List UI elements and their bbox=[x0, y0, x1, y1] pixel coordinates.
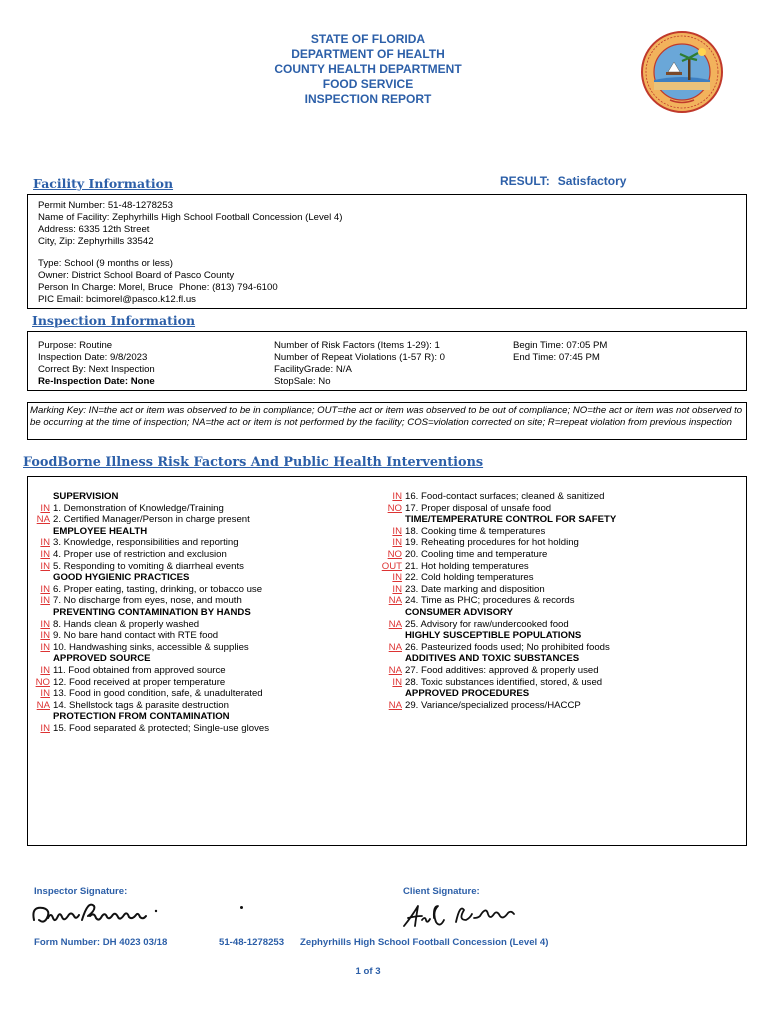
facility-address: Address: 6335 12th Street bbox=[38, 224, 150, 235]
risk-category-row bbox=[0, 630, 616, 642]
compliance-status: IN bbox=[40, 595, 50, 607]
client-signature-image bbox=[398, 900, 523, 932]
risk-item-label: 19. Reheating procedures for hot holding bbox=[405, 537, 579, 549]
report-title bbox=[0, 32, 736, 107]
risk-item-label: 24. Time as PHC; procedures & records bbox=[405, 595, 575, 607]
risk-item-label: 2. Certified Manager/Person in charge present bbox=[53, 514, 250, 526]
facility-name: Name of Facility: Zephyrhills High School Football Concession (Level 4) bbox=[38, 212, 343, 223]
compliance-status: IN bbox=[392, 676, 402, 688]
compliance-status: IN bbox=[40, 664, 50, 676]
compliance-status: IN bbox=[392, 491, 402, 502]
client-signature-label: Client Signature: bbox=[403, 886, 480, 897]
foodborne-heading: FoodBorne Illness Risk Factors And Public Health Interventions bbox=[23, 455, 484, 470]
compliance-status: IN bbox=[40, 502, 50, 514]
florida-seal-icon bbox=[640, 30, 724, 114]
risk-item-row bbox=[0, 723, 269, 735]
title-line: STATE OF FLORIDA bbox=[310, 32, 426, 46]
compliance-status: IN bbox=[40, 641, 50, 653]
compliance-status: NO bbox=[387, 548, 402, 560]
compliance-status: IN bbox=[392, 572, 402, 584]
compliance-status: IN bbox=[40, 630, 50, 642]
signature-dot bbox=[240, 906, 243, 909]
risk-item-label: 28. Toxic substances identified, stored, & used bbox=[405, 676, 603, 688]
risk-item-label: 13. Food in good condition, safe, & unadulterated bbox=[53, 688, 263, 700]
compliance-status bbox=[0, 653, 402, 665]
risk-item-label: 9. No bare hand contact with RTE food bbox=[53, 630, 219, 642]
compliance-status bbox=[0, 688, 402, 700]
stop-sale: StopSale: No bbox=[274, 376, 331, 387]
result-value: Satisfactory bbox=[557, 174, 627, 188]
risk-item-row bbox=[0, 642, 616, 654]
title-line: INSPECTION REPORT bbox=[304, 92, 432, 106]
risk-category-label: APPROVED SOURCE bbox=[53, 653, 151, 665]
inspection-info-heading: Inspection Information bbox=[32, 313, 196, 328]
risk-item-label: 11. Food obtained from approved source bbox=[53, 664, 226, 676]
risk-item-label: 7. No discharge from eyes, nose, and mouth bbox=[53, 595, 242, 607]
compliance-status: NA bbox=[388, 699, 402, 711]
risk-item-row bbox=[0, 503, 616, 515]
risk-item-row bbox=[0, 491, 616, 503]
compliance-status: IN bbox=[40, 583, 50, 595]
marking-key: Marking Key: IN=the act or item was observed to be in compliance; OUT=the act or item was observed to be out of compliance; NO=the act or item was not observed to be occurring at the time of inspection; NA=the act or item is not performed by the facility; COS=violation corrected on site; R=repeat violation from previous inspection bbox=[27, 402, 747, 440]
inspection-date: Inspection Date: 9/8/2023 bbox=[38, 352, 148, 363]
risk-item-label: 20. Cooling time and temperature bbox=[405, 548, 548, 560]
risk-category-label: CONSUMER ADVISORY bbox=[405, 606, 514, 618]
risk-factor-list-right bbox=[0, 491, 616, 711]
correct-by: Correct By: Next Inspection bbox=[38, 364, 155, 375]
risk-item-row bbox=[0, 595, 616, 607]
inspection-info-box bbox=[27, 331, 747, 391]
risk-category-label: PREVENTING CONTAMINATION BY HANDS bbox=[53, 606, 251, 618]
risk-category-label: GOOD HYGIENIC PRACTICES bbox=[53, 572, 190, 584]
risk-item-row bbox=[0, 619, 616, 631]
risk-item-row bbox=[0, 549, 616, 561]
risk-category-row bbox=[0, 514, 616, 526]
facility-owner: Owner: District School Board of Pasco County bbox=[38, 270, 235, 281]
risk-item-row bbox=[0, 526, 616, 538]
risk-item-label: 25. Advisory for raw/undercooked food bbox=[405, 618, 569, 630]
begin-time: Begin Time: 07:05 PM bbox=[513, 340, 608, 351]
person-in-charge: Person In Charge: Morel, Bruce bbox=[38, 282, 173, 293]
risk-category-label: EMPLOYEE HEALTH bbox=[53, 525, 148, 537]
result-label: RESULT: bbox=[500, 174, 550, 188]
risk-category-label: TIME/TEMPERATURE CONTROL FOR SAFETY bbox=[405, 514, 617, 526]
risk-item-label: 22. Cold holding temperatures bbox=[405, 572, 534, 584]
inspector-signature-label: Inspector Signature: bbox=[34, 886, 128, 897]
risk-item-label: 15. Food separated & protected; Single-use gloves bbox=[53, 722, 269, 734]
risk-category-row bbox=[0, 688, 616, 700]
inspector-signature-image bbox=[30, 898, 170, 930]
facility-info-heading: Facility Information bbox=[33, 176, 174, 191]
risk-item-row bbox=[0, 572, 616, 584]
compliance-status: IN bbox=[40, 537, 50, 549]
risk-category-row bbox=[0, 711, 269, 723]
compliance-status: IN bbox=[40, 722, 50, 734]
risk-item-row bbox=[0, 665, 616, 677]
risk-item-label: 14. Shellstock tags & parasite destruction bbox=[53, 699, 229, 711]
risk-item-label: 6. Proper eating, tasting, drinking, or tobacco use bbox=[53, 583, 263, 595]
risk-item-label: 17. Proper disposal of unsafe food bbox=[405, 502, 552, 514]
risk-category-label: PROTECTION FROM CONTAMINATION bbox=[53, 711, 230, 723]
risk-category-label: APPROVED PROCEDURES bbox=[405, 688, 530, 700]
risk-category-row bbox=[0, 653, 616, 665]
pic-email: PIC Email: bcimorel@pasco.k12.fl.us bbox=[38, 294, 196, 305]
compliance-status: IN bbox=[40, 618, 50, 630]
compliance-status: IN bbox=[392, 537, 402, 549]
facility-city-zip: City, Zip: Zephyrhills 33542 bbox=[38, 236, 154, 247]
risk-category-label: ADDITIVES AND TOXIC SUBSTANCES bbox=[405, 653, 580, 665]
compliance-status: OUT bbox=[381, 560, 402, 572]
risk-item-label: 12. Food received at proper temperature bbox=[53, 676, 226, 688]
permit-number: Permit Number: 51-48-1278253 bbox=[38, 200, 173, 211]
page-number: 1 of 3 bbox=[355, 966, 381, 977]
risk-item-row bbox=[0, 677, 616, 689]
risk-item-label: 8. Hands clean & properly washed bbox=[53, 618, 200, 630]
title-line: DEPARTMENT OF HEALTH bbox=[291, 47, 445, 61]
risk-item-row bbox=[0, 700, 616, 712]
risk-category-row bbox=[0, 607, 616, 619]
compliance-status bbox=[0, 630, 402, 642]
facility-type: Type: School (9 months or less) bbox=[38, 258, 173, 269]
risk-item-row bbox=[0, 561, 616, 573]
purpose: Purpose: Routine bbox=[38, 340, 113, 351]
compliance-status: IN bbox=[40, 688, 50, 700]
risk-item-row bbox=[0, 584, 616, 596]
compliance-status bbox=[0, 711, 50, 723]
reinspection-date: Re-Inspection Date: None bbox=[38, 376, 155, 387]
risk-item-label: 27. Food additives: approved & properly used bbox=[405, 664, 599, 676]
compliance-status: NA bbox=[36, 514, 50, 526]
compliance-status bbox=[0, 514, 402, 526]
compliance-status: IN bbox=[40, 560, 50, 572]
compliance-status: NA bbox=[388, 618, 402, 630]
compliance-status: NA bbox=[388, 641, 402, 653]
risk-item-label: 1. Demonstration of Knowledge/Training bbox=[53, 502, 224, 514]
risk-item-label: 29. Variance/specialized process/HACCP bbox=[405, 699, 581, 711]
facility-info-box bbox=[27, 194, 747, 309]
pic-phone: Phone: (813) 794-6100 bbox=[179, 282, 278, 293]
title-line: COUNTY HEALTH DEPARTMENT bbox=[274, 62, 462, 76]
title-line: FOOD SERVICE bbox=[322, 77, 414, 91]
result bbox=[500, 174, 626, 188]
footer-facility-name: Zephyrhills High School Football Concession (Level 4) bbox=[300, 937, 549, 948]
compliance-status: IN bbox=[40, 548, 50, 560]
risk-item-label: 4. Proper use of restriction and exclusion bbox=[53, 548, 227, 560]
compliance-status: NA bbox=[388, 664, 402, 676]
form-number: Form Number: DH 4023 03/18 bbox=[34, 937, 168, 948]
compliance-status: NO bbox=[35, 676, 50, 688]
risk-factor-count: Number of Risk Factors (Items 1-29): 1 bbox=[274, 340, 440, 351]
compliance-status bbox=[0, 607, 402, 619]
footer-permit-number: 51-48-1278253 bbox=[219, 937, 285, 948]
compliance-status: IN bbox=[392, 525, 402, 537]
facility-grade: FacilityGrade: N/A bbox=[274, 364, 352, 375]
risk-item-label: 26. Pasteurized foods used; No prohibited foods bbox=[405, 641, 610, 653]
end-time: End Time: 07:45 PM bbox=[513, 352, 600, 363]
compliance-status: NA bbox=[36, 699, 50, 711]
repeat-violation-count: Number of Repeat Violations (1-57 R): 0 bbox=[274, 352, 445, 363]
risk-item-label: 3. Knowledge, responsibilities and reporting bbox=[53, 537, 239, 549]
compliance-status: NA bbox=[388, 595, 402, 607]
risk-item-row bbox=[0, 537, 616, 549]
risk-item-label: 21. Hot holding temperatures bbox=[405, 560, 529, 572]
risk-item-label: 23. Date marking and disposition bbox=[405, 583, 545, 595]
risk-item-label: 5. Responding to vomiting & diarrheal events bbox=[53, 560, 244, 572]
risk-item-label: 10. Handwashing sinks, accessible & supplies bbox=[53, 641, 249, 653]
risk-category-label: HIGHLY SUSCEPTIBLE POPULATIONS bbox=[405, 630, 582, 642]
risk-item-label: 16. Food-contact surfaces; cleaned & sanitized bbox=[405, 491, 605, 502]
compliance-status: NO bbox=[387, 502, 402, 514]
compliance-status: IN bbox=[392, 583, 402, 595]
risk-item-label: 18. Cooking time & temperatures bbox=[405, 525, 546, 537]
risk-category-label: SUPERVISION bbox=[53, 491, 119, 502]
